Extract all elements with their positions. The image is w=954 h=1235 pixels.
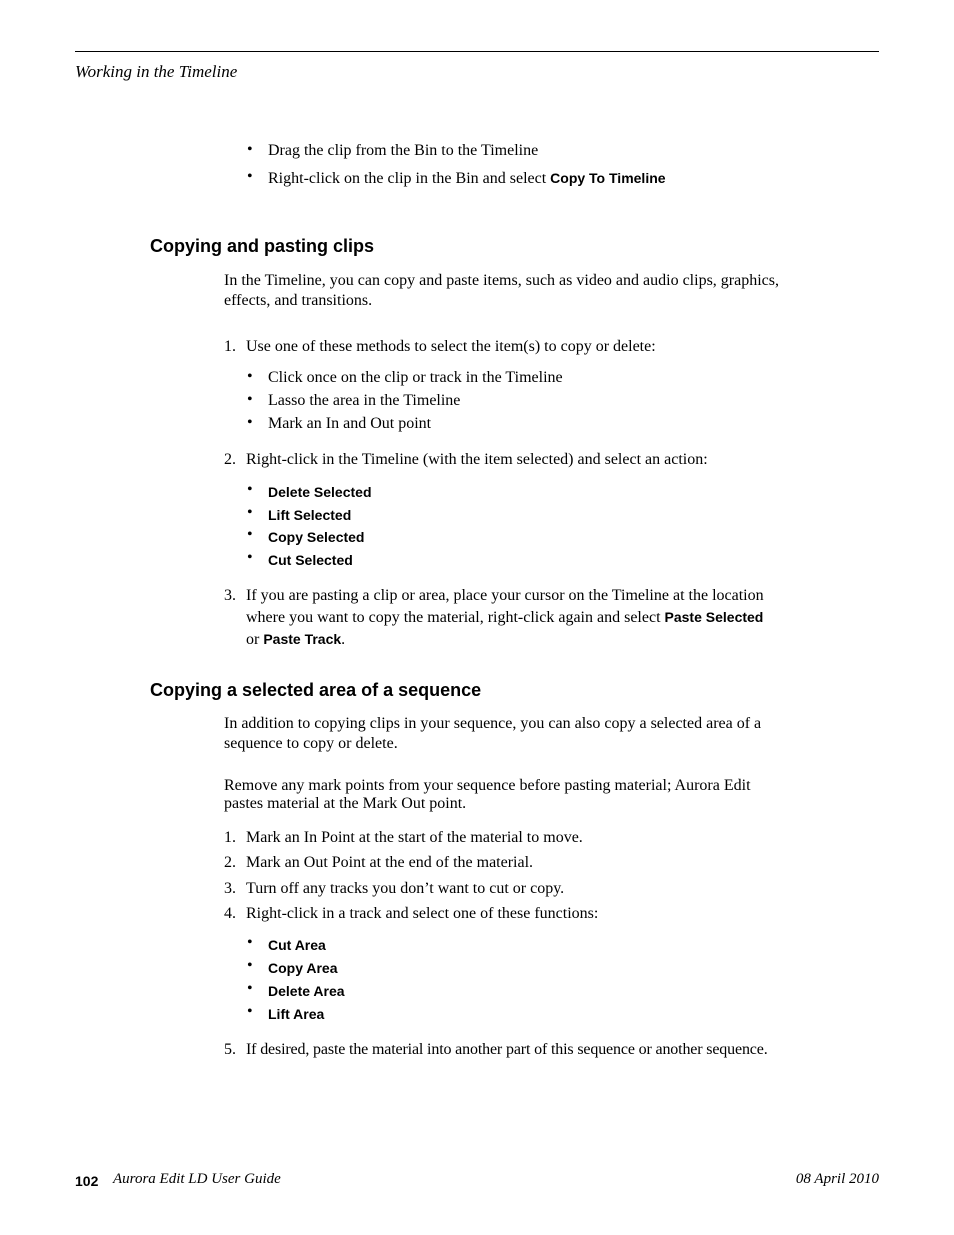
ui-command-label: Cut Selected bbox=[268, 552, 353, 568]
bullet-dot: • bbox=[247, 526, 253, 543]
ui-command-label: Cut Area bbox=[268, 937, 326, 953]
bullet-dot: • bbox=[247, 980, 253, 997]
ui-command-label: Paste Track bbox=[263, 631, 342, 647]
body-paragraph: Remove any mark points from your sequence before pasting material; Aurora Edit pastes material at the Mark Out point. bbox=[224, 777, 751, 812]
page-number: 102 bbox=[75, 1173, 99, 1189]
ui-command-label: Copy Selected bbox=[268, 529, 365, 545]
step-text: Right-click in the Timeline (with the item selected) and select an action: bbox=[246, 451, 708, 468]
step-number: 2. bbox=[224, 451, 236, 468]
ui-command-label: Copy Area bbox=[268, 960, 338, 976]
bullet-dot: • bbox=[247, 504, 253, 521]
bullet-dot: • bbox=[247, 1003, 253, 1020]
section-heading: Copying and pasting clips bbox=[150, 236, 375, 256]
running-title: Working in the Timeline bbox=[75, 62, 238, 81]
step-number: 2. bbox=[224, 854, 236, 871]
list-item: Lasso the area in the Timeline bbox=[268, 392, 461, 409]
step-text: Right-click in a track and select one of these functions: bbox=[246, 905, 599, 922]
header-rule bbox=[75, 51, 879, 52]
step-number: 3. bbox=[224, 880, 236, 897]
list-item: Drag the clip from the Bin to the Timeline bbox=[268, 142, 539, 159]
bullet-dot: • bbox=[247, 168, 253, 185]
step-text: If you are pasting a clip or area, place your cursor on the Timeline at the location where you want to copy the material, right-click again and select Paste Selected or Paste Track. bbox=[246, 587, 764, 648]
section-heading: Copying a selected area of a sequence bbox=[150, 680, 482, 700]
step-text: Mark an Out Point at the end of the material. bbox=[246, 854, 534, 871]
bullet-dot: • bbox=[247, 368, 253, 385]
bullet-dot: • bbox=[247, 141, 253, 158]
body-paragraph: In addition to copying clips in your sequence, you can also copy a selected area of a sequence to copy or delete. bbox=[224, 715, 762, 752]
bullet-dot: • bbox=[247, 957, 253, 974]
step-text: If desired, paste the material into another part of this sequence or another sequence. bbox=[246, 1041, 768, 1058]
list-item: Right-click on the clip in the Bin and select Copy To Timeline bbox=[268, 170, 666, 187]
step-number: 4. bbox=[224, 905, 236, 922]
ui-command-label: Lift Selected bbox=[268, 507, 352, 523]
step-text: Mark an In Point at the start of the material to move. bbox=[246, 829, 583, 846]
list-item: Click once on the clip or track in the Timeline bbox=[268, 369, 563, 386]
body-paragraph: In the Timeline, you can copy and paste items, such as video and audio clips, graphics, effects, and transitions. bbox=[224, 272, 779, 309]
step-number: 1. bbox=[224, 338, 236, 355]
step-text: Turn off any tracks you don’t want to cut or copy. bbox=[246, 880, 565, 897]
footer-date: 08 April 2010 bbox=[795, 1171, 879, 1187]
ui-command-label: Delete Selected bbox=[268, 484, 372, 500]
step-text: Use one of these methods to select the item(s) to copy or delete: bbox=[246, 338, 656, 355]
ui-command-label: Copy To Timeline bbox=[550, 170, 666, 186]
step-number: 1. bbox=[224, 829, 236, 846]
bullet-dot: • bbox=[247, 934, 253, 951]
ui-command-label: Lift Area bbox=[268, 1006, 325, 1022]
step-number: 5. bbox=[224, 1041, 236, 1058]
bullet-dot: • bbox=[247, 391, 253, 408]
list-item: Mark an In and Out point bbox=[268, 415, 432, 432]
bullet-dot: • bbox=[247, 549, 253, 566]
ui-command-label: Delete Area bbox=[268, 983, 345, 999]
bullet-dot: • bbox=[247, 481, 253, 498]
bullet-dot: • bbox=[247, 414, 253, 431]
ui-command-label: Paste Selected bbox=[664, 609, 764, 625]
footer-guide-title: Aurora Edit LD User Guide bbox=[113, 1171, 281, 1187]
step-number: 3. bbox=[224, 587, 236, 604]
